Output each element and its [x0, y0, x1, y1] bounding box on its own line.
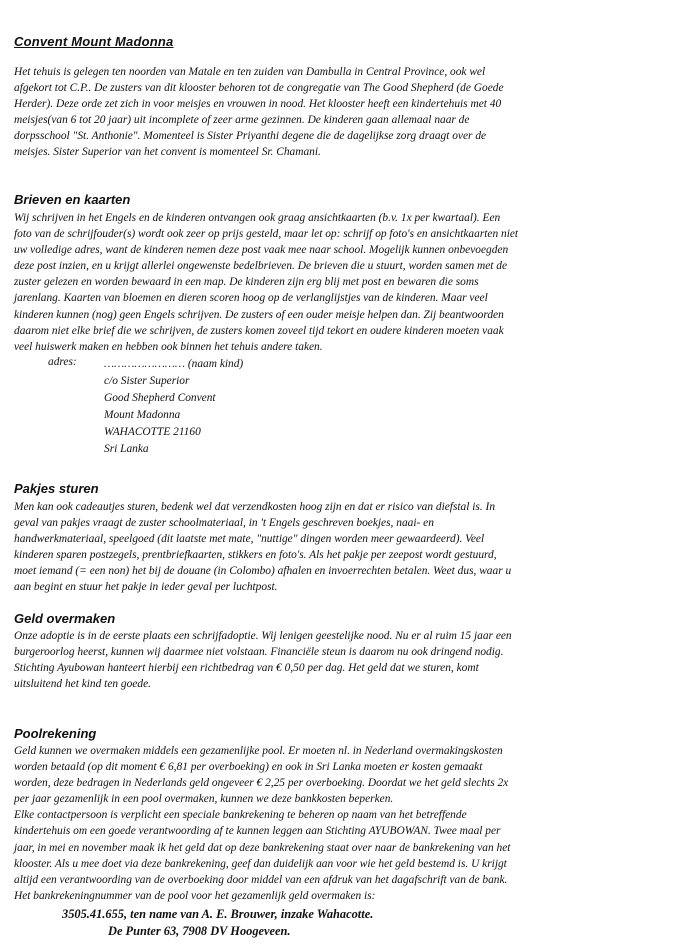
text-line: dorpsschool "St. Anthonie". Momenteel is Sister Priyanthi degene die de dagelijkse zorg draagt over de	[14, 130, 487, 143]
geld-paragraph	[14, 628, 690, 692]
text-line: moet iemand (= een non) het bij de douane (in Colombo) afhalen en invoerrechten betalen. Weet dus, waar u	[14, 565, 512, 578]
pakjes-paragraph	[14, 499, 690, 596]
address-line: WAHACOTTE 21160	[104, 426, 201, 438]
postal-address	[104, 356, 243, 458]
bank-address-line: De Punter 63, 7908 DV Hoogeveen.	[108, 924, 291, 938]
text-line: altijd een verantwoording van de overboeking door middel van een afdruk van het dagafschrift van de bank.	[14, 873, 508, 886]
text-line: meisjes. Sister Superior van het convent is momenteel Sr. Chamani.	[14, 146, 321, 159]
text-line: meisjes(van 6 tot 20 jaar) uit incomplete of zeer arme gezinnen. De kinderen gaan allemaal naar de	[14, 114, 470, 127]
brieven-paragraph	[14, 210, 690, 355]
text-line: foto van de schrijfouder(s) wordt ook zeer op prijs gesteld, maar let op: schrijf op foto's en ansichtkaarten niet	[14, 228, 519, 241]
text-line: uw volledige adres, want de kinderen nemen deze post vaak mee naar school. Mogelijk kunnen onbevoegden	[14, 244, 509, 257]
text-line: uitsluitend het kind ten goede.	[14, 678, 151, 691]
address-line: c/o Sister Superior	[104, 375, 190, 387]
text-line: worden betaald (op dit moment € 6,81 per overboeking) en ook in Sri Lanka moeten er kosten gemaakt	[14, 761, 483, 774]
text-line: deze post inzien, en u krijgt allerlei ongewenste bedelbrieven. De brieven die u stuurt, worden samen met de	[14, 260, 508, 273]
text-line: klooster. Als u mee doet via deze bankrekening, geef dan duidelijk aan voor wie het geld bestemd is. U krijgt	[14, 857, 507, 870]
text-line: Onze adoptie is in de eerste plaats een schrijfadoptie. Wij lenigen geestelijke nood. Nu er al ruim 15 jaar een	[14, 630, 512, 642]
text-line: Stichting Ayubowan hanteert hierbij een richtbedrag van € 0,50 per dag. Het geld dat we sturen, komt	[14, 662, 479, 675]
address-line: …………………… (naam kind)	[104, 358, 244, 370]
section-heading-poolrekening: Poolrekening	[14, 726, 97, 741]
text-line: Wij schrijven in het Engels en de kinderen ontvangen ook graag ansichtkaarten (b.v. 1x per kwartaal). Een	[14, 212, 501, 224]
text-line: Het tehuis is gelegen ten noorden van Matale en ten zuiden van Dambulla in Central Province, ook wel	[14, 66, 486, 78]
text-line: geval van pakjes vraagt de zuster schoolmateriaal, in 't Engels geschreven boekjes, naai- en	[14, 517, 434, 530]
address-line: Good Shepherd Convent	[104, 392, 216, 404]
text-line: burgeroorlog heerst, kunnen wij daarmee niet volstaan. Financiële steun is daarom nu ook dringend nodig.	[14, 646, 504, 659]
text-line: daarom niet elke brief die we schrijven, de zusters komen zoveel tijd tekort en oudere kinderen moeten vaak	[14, 324, 504, 337]
text-line: zuster gelezen en worden bewaard in een map. De kinderen zijn erg blij met post en bewaren die soms	[14, 276, 479, 289]
section-heading-brieven: Brieven en kaarten	[14, 192, 131, 207]
document-title: Convent Mount Madonna	[14, 34, 174, 49]
text-line: kindertehuis om een goede verantwoording af te kunnen leggen aan Stichting AYUBOWAN. Twee maal per	[14, 825, 501, 838]
text-line: jaar, in mei en november maak ik het geld dat op deze bankrekening staat over naar de bankrekening van het	[14, 841, 511, 854]
address-label: adres:	[48, 356, 77, 368]
address-line: Mount Madonna	[104, 409, 181, 421]
poolrekening-paragraph	[14, 743, 690, 904]
text-line: kinderen kunnen (nog) geen Engels schrijven. De zusters of een ouder meisje helpen dan. Zij beantwoorden	[14, 308, 504, 321]
bank-account-line: 3505.41.655, ten name van A. E. Brouwer, inzake Wahacotte.	[62, 907, 374, 921]
text-line: aan begint en stuur het pakje in ieder geval per luchtpost.	[14, 581, 278, 594]
text-line: handwerkmateriaal, speelgoed (dit laatste met mate, "nuttige" dingen worden meer gewaardeerd). Veel	[14, 533, 485, 546]
section-heading-geld: Geld overmaken	[14, 611, 116, 626]
text-line: per jaar gezamenlijk in een pool overmaken, kunnen we deze bankkosten beperken.	[14, 793, 394, 806]
text-line: Herder). Deze orde zet zich in voor meisjes en vrouwen in nood. Het klooster heeft een kindertehuis met 40	[14, 98, 502, 111]
section-heading-pakjes: Pakjes sturen	[14, 481, 99, 496]
text-line: Men kan ook cadeautjes sturen, bedenk wel dat verzendkosten hoog zijn en dat er risico van diefstal is. In	[14, 501, 496, 513]
text-line: Elke contactpersoon is verplicht een speciale bankrekening te beheren op naam van het betreffende	[14, 809, 467, 822]
address-line: Sri Lanka	[104, 443, 149, 455]
text-line: afgekort tot C.P.. De zusters van dit klooster behoren tot de congregatie van The Good Shepherd (de Goede	[14, 82, 504, 95]
text-line: worden, deze bedragen in Nederlands geld ongeveer € 2,25 per overboeking. Doordat we het geld slechts 2x	[14, 777, 509, 790]
text-line: jarenlang. Kaarten van bloemen en dieren scoren hoog op de verlanglijstjes van de kinderen. Maar veel	[14, 292, 488, 305]
intro-paragraph	[14, 64, 690, 161]
text-line: kinderen sparen postzegels, prentbriefkaarten, stikkers en foto's. Als het pakje per zeepost wordt gestuurd,	[14, 549, 497, 562]
text-line: Geld kunnen we overmaken middels een gezamenlijke pool. Er moeten nl. in Nederland overmakingskosten	[14, 745, 503, 757]
text-line: veel huiswerk maken en hebben ook binnen het tehuis andere taken.	[14, 340, 323, 353]
text-line: Het bankrekeningnummer van de pool voor het gezamenlijk geld overmaken is:	[14, 889, 376, 902]
